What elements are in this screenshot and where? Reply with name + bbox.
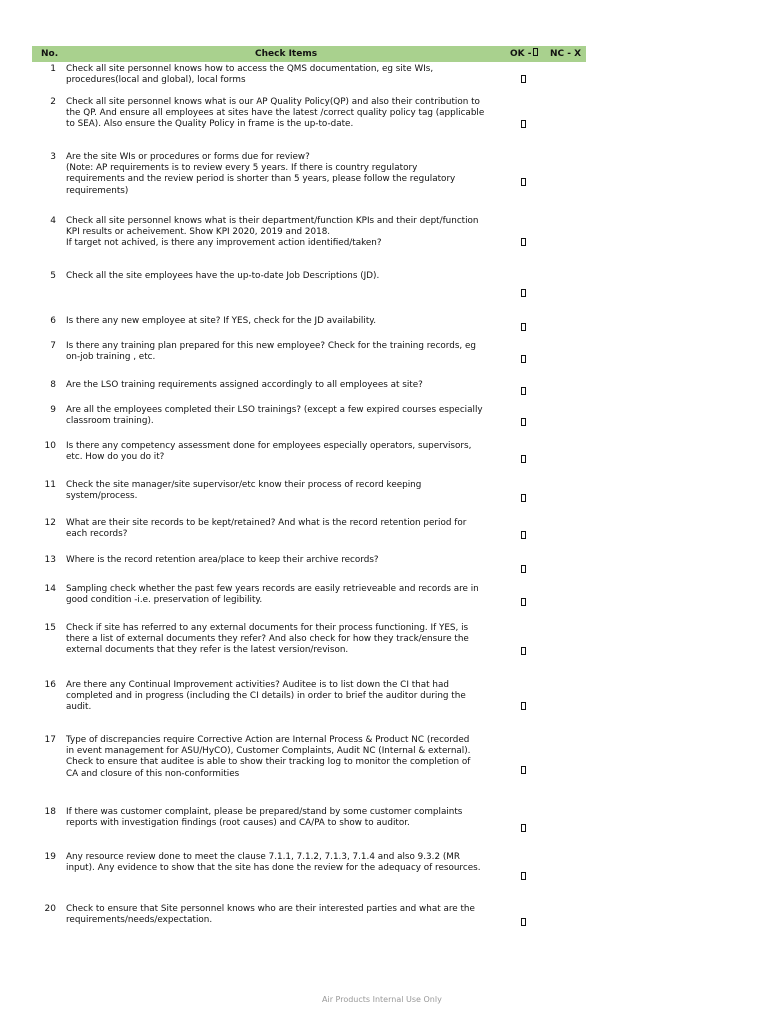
item-number: 10 [44, 441, 56, 451]
item-text: Are there any Continual Improvement activities? Auditee is to list down the CI that had completed and in progress (including the CI details) in order to brief the auditor during the audit. [66, 680, 466, 713]
footer-classification: Air Products Internal Use Only [322, 995, 442, 1004]
item-text: Check all site personnel knows what is our AP Quality Policy(QP) and also their contribution to the QP. And ensure all employees at sites have the latest /correct quality policy tag (applicable to SEA). Also ensure the Quality Policy in frame is the up-to-date. [66, 97, 485, 130]
item-number: 6 [50, 316, 56, 326]
item-number: 20 [44, 904, 56, 914]
item-number: 16 [44, 680, 56, 690]
item-number: 3 [50, 152, 56, 162]
item-text: Check all site personnel knows how to access the QMS documentation, eg site WIs, procedures(local and global), local forms [66, 64, 434, 86]
item-text: Check all the site employees have the up-to-date Job Descriptions (JD). [66, 271, 380, 281]
item-text: Is there any training plan prepared for this new employee? Check for the training records, eg on-job training , etc. [66, 341, 477, 363]
item-text: Are the LSO training requirements assigned accordingly to all employees at site? [66, 380, 423, 390]
item-text: Any resource review done to meet the clause 7.1.1, 7.1.2, 7.1.3, 7.1.4 and also 9.3.2 (MR input). Any evidence to show that the site has done the review for the adequacy of resources. [66, 852, 481, 874]
header-no: No. [41, 49, 59, 59]
ok-checkbox[interactable] [521, 418, 526, 426]
item-number: 17 [44, 735, 56, 745]
header-ok: OK - [510, 47, 532, 61]
ok-checkbox[interactable] [521, 647, 526, 655]
ok-checkbox[interactable] [521, 238, 526, 246]
item-text: Sampling check whether the past few years records are easily retrieveable and records are in good condition -i.e. preservation of legibility. [66, 584, 479, 606]
ok-checkbox[interactable] [521, 872, 526, 880]
ok-checkbox[interactable] [521, 178, 526, 186]
item-text: Is there any competency assessment done for employees especially operators, supervisors, etc. How do you do it? [66, 441, 472, 463]
item-text: Are the site WIs or procedures or forms due for review? (Note: AP requirements is to review every 5 years. If there is country regulatory requirements and the review period is shorter than 5 years, please follow the regulatory requirements) [66, 152, 456, 196]
ok-checkbox[interactable] [521, 598, 526, 606]
item-text: What are their site records to be kept/retained? And what is the record retention period for each records? [66, 518, 467, 540]
item-text: Check to ensure that Site personnel knows who are their interested parties and what are the requirements/needs/expectation. [66, 904, 475, 926]
item-number: 2 [50, 97, 56, 107]
header-row [32, 46, 586, 62]
item-number: 5 [50, 271, 56, 281]
item-text: Where is the record retention area/place to keep their archive records? [66, 555, 379, 565]
item-text: Type of discrepancies require Corrective Action are Internal Process & Product NC (recorded in event management for ASU/HyCO), Customer Complaints, Audit NC (Internal & external). Check to ensure that auditee is able to show their tracking log to monitor the completion of CA and closure of this non-conformities [66, 735, 471, 779]
ok-checkbox[interactable] [521, 355, 526, 363]
item-number: 14 [44, 584, 56, 594]
item-text: Check the site manager/site supervisor/etc know their process of record keeping system/process. [66, 480, 422, 502]
item-number: 1 [50, 64, 56, 74]
item-number: 15 [44, 623, 56, 633]
ok-checkbox[interactable] [521, 323, 526, 331]
item-text: Are all the employees completed their LSO trainings? (except a few expired courses especially classroom training). [66, 405, 483, 427]
item-number: 13 [44, 555, 56, 565]
ok-checkbox[interactable] [521, 494, 526, 502]
item-text: Is there any new employee at site? If YES, check for the JD availability. [66, 316, 377, 326]
header-nc: NC - X [550, 49, 582, 59]
ok-checkbox[interactable] [521, 918, 526, 926]
ok-checkbox[interactable] [521, 75, 526, 83]
item-number: 7 [50, 341, 56, 351]
ok-checkbox[interactable] [521, 387, 526, 395]
item-number: 4 [50, 216, 56, 226]
item-number: 19 [44, 852, 56, 862]
ok-checkbox[interactable] [521, 531, 526, 539]
ok-checkbox[interactable] [521, 120, 526, 128]
ok-checkbox[interactable] [521, 565, 526, 573]
ok-checkbox[interactable] [521, 824, 526, 832]
header-check-items: Check Items [255, 49, 318, 59]
ok-checkbox[interactable] [521, 766, 526, 774]
ok-checkbox[interactable] [521, 702, 526, 710]
item-text: Check all site personnel knows what is their department/function KPIs and their dept/function KPI results or acheivement. Show KPI 2020, 2019 and 2018. If target not achived, is there any improvement action identified/taken? [66, 216, 479, 249]
item-number: 8 [50, 380, 56, 390]
item-number: 12 [44, 518, 56, 528]
item-number: 18 [44, 807, 56, 817]
item-text: Check if site has referred to any external documents for their process functioning. If YES, is there a list of external documents they refer? And also check for how they track/ensure the external documents that they refer is the latest version/revison. [66, 623, 469, 656]
item-number: 11 [44, 480, 56, 490]
ok-checkbox[interactable] [521, 289, 526, 297]
item-number: 9 [50, 405, 56, 415]
item-text: If there was customer complaint, please be prepared/stand by some customer complaints reports with investigation findings (root causes) and CA/PA to show to auditor. [66, 807, 463, 829]
ok-checkbox[interactable] [521, 455, 526, 463]
